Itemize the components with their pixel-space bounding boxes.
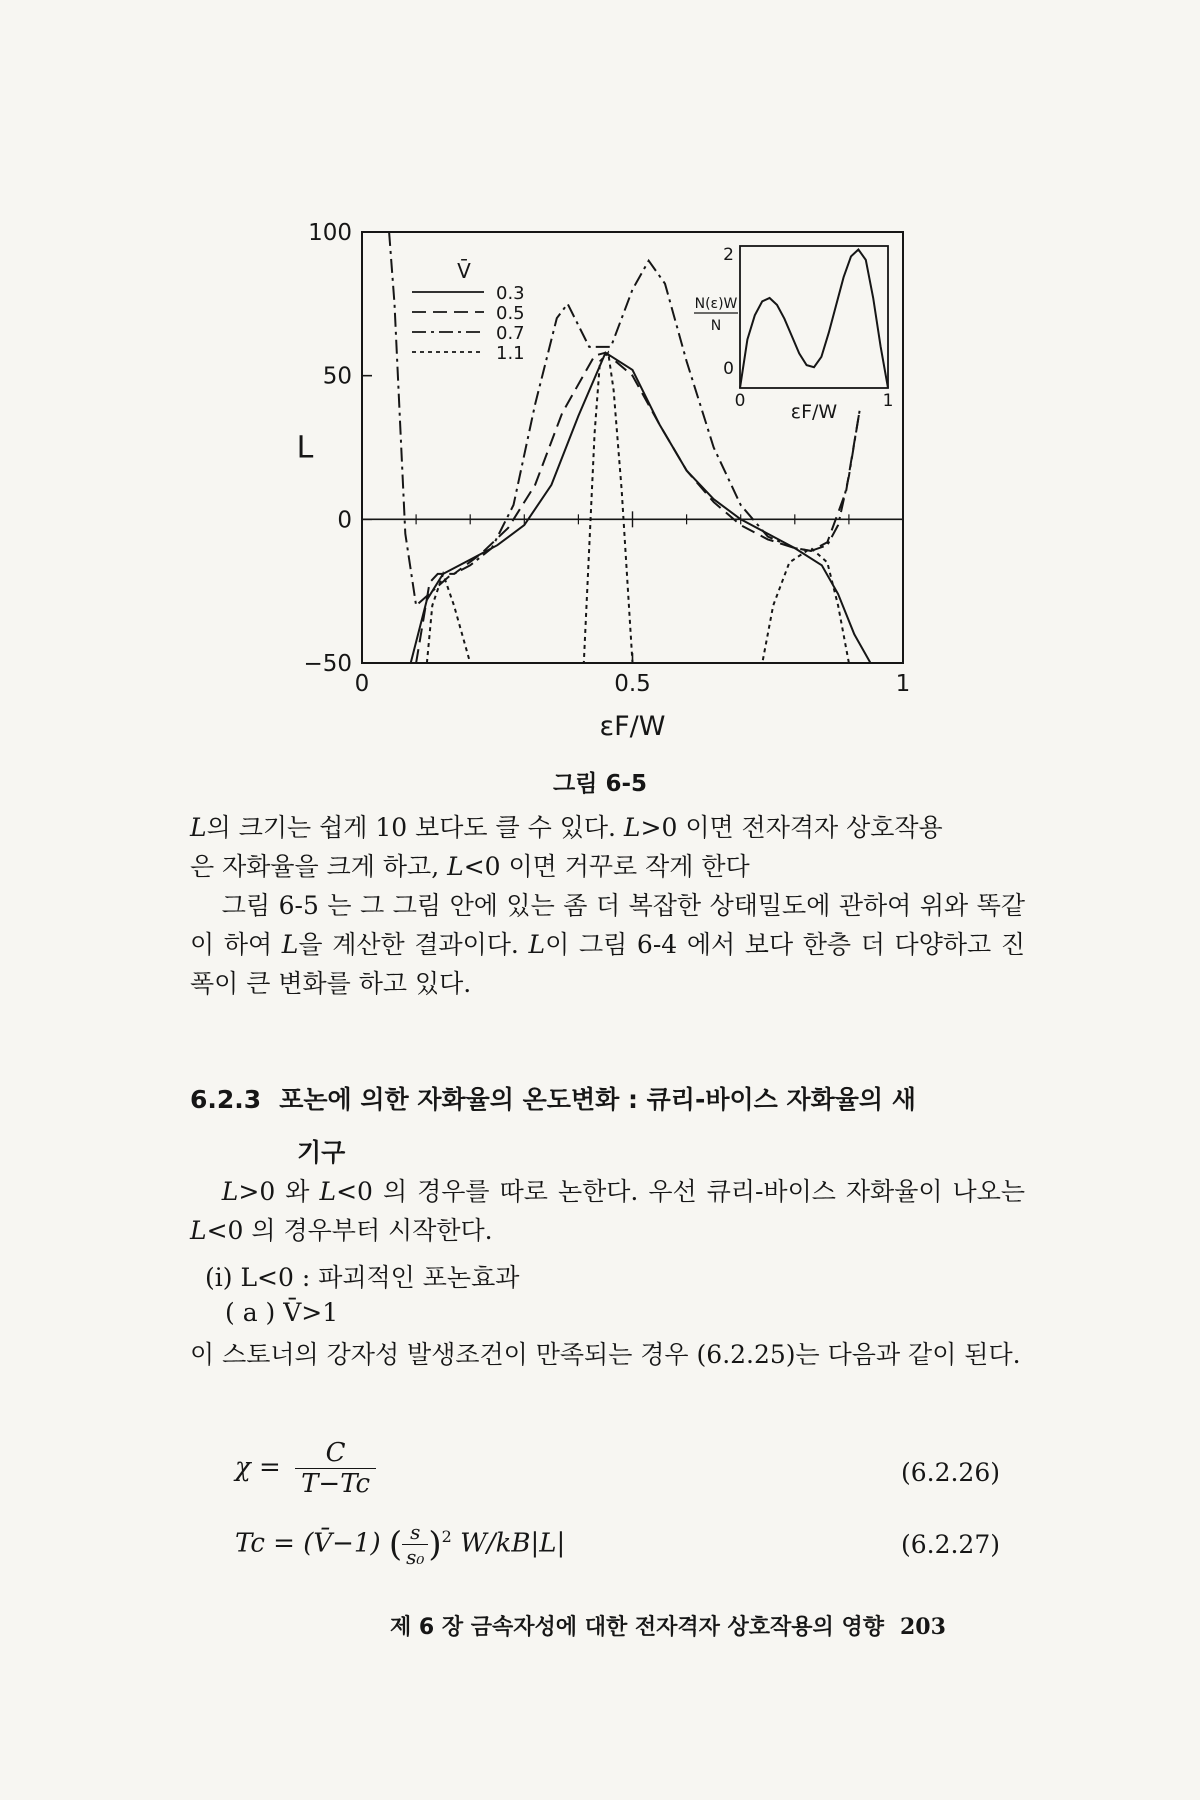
inset-x-label: εF/W xyxy=(790,401,838,423)
equation-number-2: (6.2.27) xyxy=(900,1530,1000,1559)
legend-label: 0.3 xyxy=(496,283,525,304)
legend-label: 1.1 xyxy=(496,343,525,364)
inset-ytick-label: 0 xyxy=(723,359,734,379)
legend-title: V̄ xyxy=(457,259,471,283)
y-tick-label: 50 xyxy=(322,363,352,390)
item-i: (i) L<0 : 파괴적인 포논효과 xyxy=(205,1263,520,1292)
series-line-0.5 xyxy=(416,353,860,663)
y-tick-label: 100 xyxy=(308,220,352,246)
running-footer: 제 6 장 금속자성에 대한 전자격자 상호작용의 영향 203 xyxy=(390,1614,946,1640)
x-tick-label: 1 xyxy=(895,671,911,697)
legend-label: 0.7 xyxy=(496,323,525,344)
paragraph-2: 그림 6-5 는 그 그림 안에 있는 좀 더 복잡한 상태밀도에 관하여 위와 똑같이 하여 L을 계산한 결과이다. L이 그림 6-4 에서 보다 한층 더 다양하고 진폭이 큰 변화를 하고 있다. xyxy=(190,891,1025,998)
equation-6-2-27: Tc = (V̄−1) ( $\frac{s}{\text{s₀}}$ )$^2$ W/kB|L| xyxy=(235,1520,566,1569)
section-title-cont: 기구 xyxy=(297,1138,346,1167)
x-axis-label: εF/W xyxy=(599,711,666,742)
section-title: 포논에 의한 자화율의 온도변화 : 큐리-바이스 자화율의 새 xyxy=(279,1085,916,1114)
inset-xtick-label: 1 xyxy=(882,391,894,411)
series-line-0.3 xyxy=(411,353,871,663)
y-tick-label: −50 xyxy=(303,651,352,677)
inset-y-label: N(ε)W xyxy=(694,296,738,312)
figure-6-5 xyxy=(0,0,1200,760)
paragraph-1: L의 크기는 쉽게 10 보다도 클 수 있다. L>0 이면 전자격자 상호작용 은 자화율을 크게 하고, L<0 이면 거꾸로 작게 한다 xyxy=(190,813,943,881)
item-a: ( a ) V̄>1 xyxy=(225,1298,339,1327)
paragraph-3: L>0 와 L<0 의 경우를 따로 논한다. 우선 큐리-바이스 자화율이 나오는 L<0 의 경우부터 시작한다. xyxy=(190,1177,1025,1245)
section-heading xyxy=(190,1080,1025,1119)
x-tick-label: 0 xyxy=(354,671,370,697)
legend-label: 0.5 xyxy=(496,303,525,324)
equation-6-2-26: χ = $\frac{C}{T-Tc}$ xyxy=(235,1438,376,1499)
paragraph-4: 이 스토너의 강자성 발생조건이 만족되는 경우 (6.2.25)는 다음과 같이 된다. xyxy=(190,1340,1021,1369)
series-line-1.1 xyxy=(427,353,849,663)
x-tick-label: 0.5 xyxy=(614,671,651,697)
page-number: 203 xyxy=(899,1614,946,1640)
figure-caption: 그림 6-5 xyxy=(553,771,647,797)
inset-xtick-label: 0 xyxy=(734,391,746,411)
inset-y-label: N xyxy=(710,318,722,334)
section-number: 6.2.3 xyxy=(190,1085,262,1114)
inset-ytick-label: 2 xyxy=(723,245,734,265)
y-axis-label: L xyxy=(296,430,314,466)
inset-plot xyxy=(694,245,893,423)
y-tick-label: 0 xyxy=(337,507,352,534)
equation-number-1: (6.2.26) xyxy=(900,1458,1000,1487)
